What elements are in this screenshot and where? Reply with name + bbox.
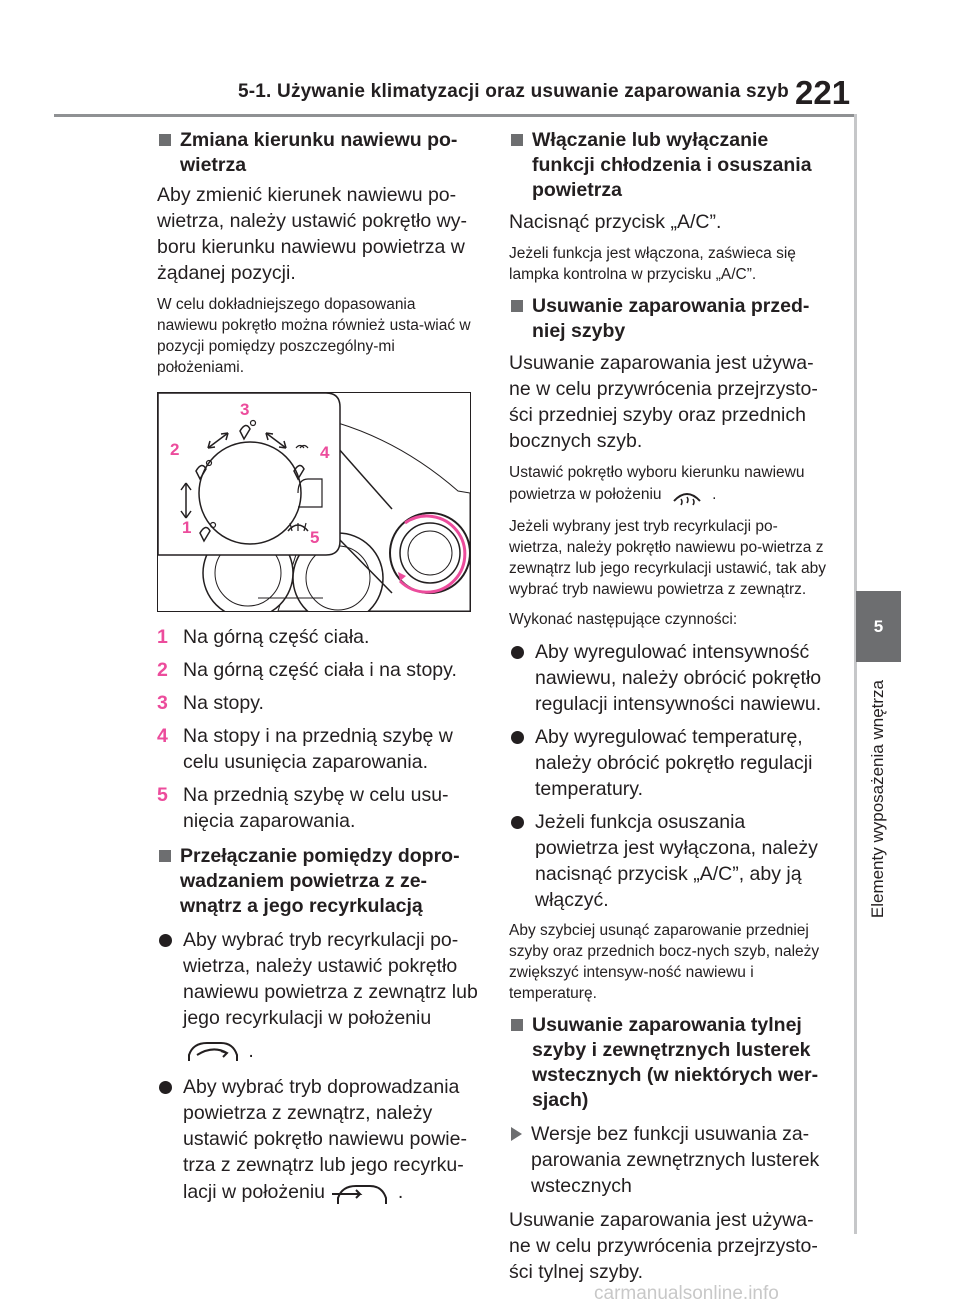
list-item: 3 Na stopy.: [157, 692, 264, 714]
list-item: 2 Na górną część ciała i na stopy.: [157, 659, 457, 681]
heading-airflow-direction: Zmiana kierunku nawiewu po-wietrza: [157, 128, 479, 178]
side-divider: [854, 114, 857, 1234]
list-item: 4 Na stopy i na przednią szybę w celu usunięcia zaparowania.: [157, 725, 453, 773]
bullet-fan-speed: Aby wyregulować intensywność nawiewu, należy obrócić pokrętło regulacji intensywności nawiewu.: [509, 639, 831, 717]
figure-label-3: 3: [240, 400, 250, 419]
note: Jeżeli funkcja jest włączona, zaświeca się lampka kontrolna w przycisku „A/C”.: [509, 245, 796, 283]
left-column: [157, 128, 479, 1215]
note: Wykonać następujące czynności:: [509, 611, 738, 628]
bullet-fresh-air: Aby wybrać tryb doprowadzania powietrza z zewnątrz, należy ustawić pokrętło nawiewu powie-trza z zewnątrz lub jego recyrku-lacji w położeniu .: [157, 1074, 479, 1208]
heading-front-defog: Usuwanie zaparowania przed-niej szyby: [509, 294, 831, 344]
variant-note: Wersje bez funkcji usuwania za-parowania zewnętrznych lusterek wstecznych: [509, 1121, 831, 1199]
figure-label-4: 4: [320, 443, 330, 462]
paragraph: Usuwanie zaparowania jest używa-ne w celu przywrócenia przejrzysto-ści przedniej szyby oraz przednich bocznych szyb.: [509, 352, 818, 452]
recirculation-icon: [183, 1037, 243, 1067]
heading-recirculation: Przełączanie pomiędzy dopro-wadzaniem powietrza z ze-wnątrz a jego recyrkulacją: [157, 844, 479, 919]
figure-label-2: 2: [170, 440, 180, 459]
airflow-dial-figure: [157, 392, 471, 612]
figure-label-1: 1: [182, 518, 192, 537]
watermark: carmanualsonline.info: [594, 1283, 779, 1304]
list-item: 1 Na górną część ciała.: [157, 626, 370, 648]
defroster-icon: [666, 483, 708, 507]
figure-label-5: 5: [310, 528, 320, 547]
paragraph: Aby zmienić kierunek nawiewu po-wietrza, należy ustawić pokrętło wy-boru kierunku nawiewu powietrza w żądanej pozycji.: [157, 184, 467, 284]
note: Jeżeli wybrany jest tryb recyrkulacji po-wietrza, należy pokrętło nawiewu po-wietrza z zewnątrz lub jego recyrkulacji ustawić, tak aby wybrać tryb nawiewu powietrza z zewnątrz.: [509, 518, 827, 598]
page-number: 221: [795, 74, 851, 111]
heading-rear-defog: Usuwanie zaparowania tylnej szyby i zewnętrznych lusterek wstecznych (w niektórych wer-sjach): [509, 1013, 831, 1113]
paragraph: Nacisnąć przycisk „A/C”.: [509, 211, 722, 233]
right-column: [509, 128, 831, 1293]
section-title: 5-1. Używanie klimatyzacji oraz usuwanie zaparowania szyb: [238, 81, 789, 102]
fresh-air-icon: [330, 1178, 392, 1208]
note: Aby szybciej usunąć zaparowanie przedniej szyby oraz przednich bocz-nych szyb, należy zwiększyć intensyw-ność nawiewu i temperaturę.: [509, 922, 820, 1002]
bullet-recirculation: Aby wybrać tryb recyrkulacji po-wietrza, należy ustawić pokrętło nawiewu powietrza z zewnątrz lub jego recyrkulacji w położeniu .: [157, 927, 479, 1067]
note: W celu dokładniejszego dopasowania nawiewu pokrętło można również usta-wiać w pozycji pomiędzy poszczególny-mi położeniami.: [157, 296, 471, 376]
dial-illustration: [158, 393, 470, 611]
paragraph: Usuwanie zaparowania jest używa-ne w celu przywrócenia przejrzysto-ści tylnej szyby.: [509, 1209, 818, 1283]
heading-ac: Włączanie lub wyłączanie funkcji chłodzenia i osuszania powietrza: [509, 128, 831, 203]
header-divider: [54, 114, 854, 117]
chapter-label: Elementy wyposażenia wnętrza: [868, 680, 887, 919]
bullet-dehumidify: Jeżeli funkcja osuszania powietrza jest wyłączona, należy nacisnąć przycisk „A/C”, aby ją włączyć.: [509, 809, 831, 913]
chapter-tab: 5: [856, 591, 901, 662]
note: Ustawić pokrętło wyboru kierunku nawiewu powietrza w położeniu .: [509, 462, 831, 507]
list-item: 5 Na przednią szybę w celu usu-nięcia zaparowania.: [157, 784, 449, 832]
bullet-temperature: Aby wyregulować temperaturę, należy obrócić pokrętło regulacji temperatury.: [509, 724, 831, 802]
